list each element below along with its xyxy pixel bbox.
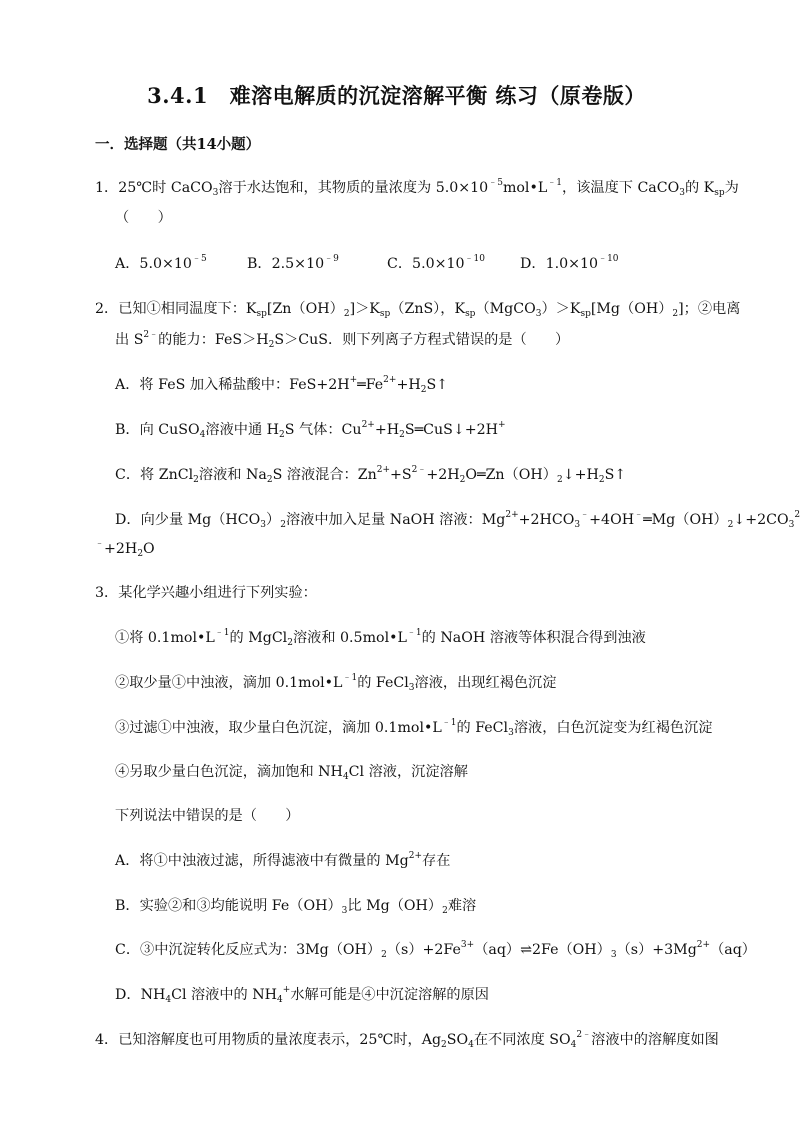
question-3-option-a[interactable]: A．将①中浊液过滤，所得滤液中有微量的 $Mg^{2+}$存在	[115, 851, 451, 869]
section-heading: 一．选择题（共14小题）	[95, 136, 261, 153]
question-3-stem: 3．某化学兴趣小组进行下列实验：	[95, 585, 317, 601]
question-1-option-c[interactable]: C．$5.0\times 10^{﹣10}$	[387, 254, 485, 272]
question-2-option-c[interactable]: C．将 ZnCl$_2$溶液和 $Na_2S$ 溶液混合：$Zn^{2+}+S^{2﹣}+2H_2O═Zn(OH)_2↓+H_2S↑$	[115, 465, 627, 485]
question-2-option-d[interactable]: D．向少量 $Mg(HCO_3)_2$溶液中加入足量 NaOH 溶液：$Mg^{2+}+2HCO_3^﹣+4OH^﹣═Mg(OH)_2↓+2CO_3^2$	[115, 510, 800, 530]
question-3-option-c[interactable]: C．③中沉淀转化反应式为：$3Mg(OH)_2(s)+2Fe^{3+}(aq)\rightleftharpoons 2Fe(OH)_3(s)+3Mg^{2+}(aq)$	[115, 940, 756, 960]
question-2-option-b[interactable]: B．向 CuSO$_4$溶液中通 $H_2S$ 气体：$Cu^{2+}+H_2S═CuS↓+2H^+$	[115, 420, 506, 440]
question-2-stem: 2．已知①相同温度下：$K_{sp}[Zn(OH)_2]>K_{sp}(ZnS)$，$K_{sp}(MgCO_3)>K_{sp}[Mg(OH)_2]$；②电离	[95, 301, 741, 319]
question-3-step-4: ④另取少量白色沉淀，滴加饱和 $NH_4Cl$ 溶液，沉淀溶解	[115, 764, 468, 782]
question-1-option-d[interactable]: D．$1.0\times 10^{﹣10}$	[520, 254, 619, 272]
question-3-ask: 下列说法中错误的是（ ）	[115, 808, 300, 824]
question-3-step-3: ③过滤①中浊液，取少量白色沉淀，滴加 $0.1mol•L^{﹣1}$的 FeCl$_3$溶液，白色沉淀变为红褐色沉淀	[115, 718, 713, 738]
question-4-stem: 4．已知溶解度也可用物质的量浓度表示，25℃时，$Ag_2SO_4$在不同浓度 $SO_4^{2﹣}$溶液中的溶解度如图	[95, 1030, 719, 1050]
question-2-stem-cont: 出 $S^{2﹣}$的能力：$FeS>H_2S>CuS$．则下列离子方程式错误的是（ ）	[115, 330, 570, 350]
question-1-bracket: （ ）	[115, 210, 172, 226]
question-2-option-d-cont: $^﹣+2H_2O$	[95, 539, 155, 559]
question-3-option-b[interactable]: B．实验②和③均能说明 $Fe(OH)_3$比 $Mg(OH)_2$难溶	[115, 898, 477, 916]
page-title: 3.4.1 难溶电解质的沉淀溶解平衡 练习（原卷版）	[147, 83, 646, 108]
question-1-option-a[interactable]: A．$5.0\times 10^{﹣5}$	[115, 254, 207, 272]
question-3-step-1: ①将 $0.1mol•L^{﹣1}$的 MgCl$_2$溶液和 $0.5mol•L^{﹣1}$的 NaOH 溶液等体积混合得到浊液	[115, 628, 646, 648]
question-3-option-d[interactable]: D．$NH_4Cl$ 溶液中的 $NH_4^+$水解可能是④中沉淀溶解的原因	[115, 985, 489, 1005]
question-2-option-a[interactable]: A．将 FeS 加入稀盐酸中：$FeS+2H^+═Fe^{2+}+H_2S↑$	[115, 375, 449, 395]
question-1-option-b[interactable]: B．$2.5\times 10^{﹣9}$	[247, 254, 339, 272]
question-1-stem: 1．25℃时 CaCO$_3$溶于水达饱和，其物质的量浓度为 $5.0\times 10^{﹣5}mol•L^{﹣1}$，该温度下 CaCO$_3$的 $K_{sp}$为	[95, 178, 739, 198]
question-3-step-2: ②取少量①中浊液，滴加 $0.1mol•L^{﹣1}$的 FeCl$_3$溶液，出现红褐色沉淀	[115, 673, 557, 693]
